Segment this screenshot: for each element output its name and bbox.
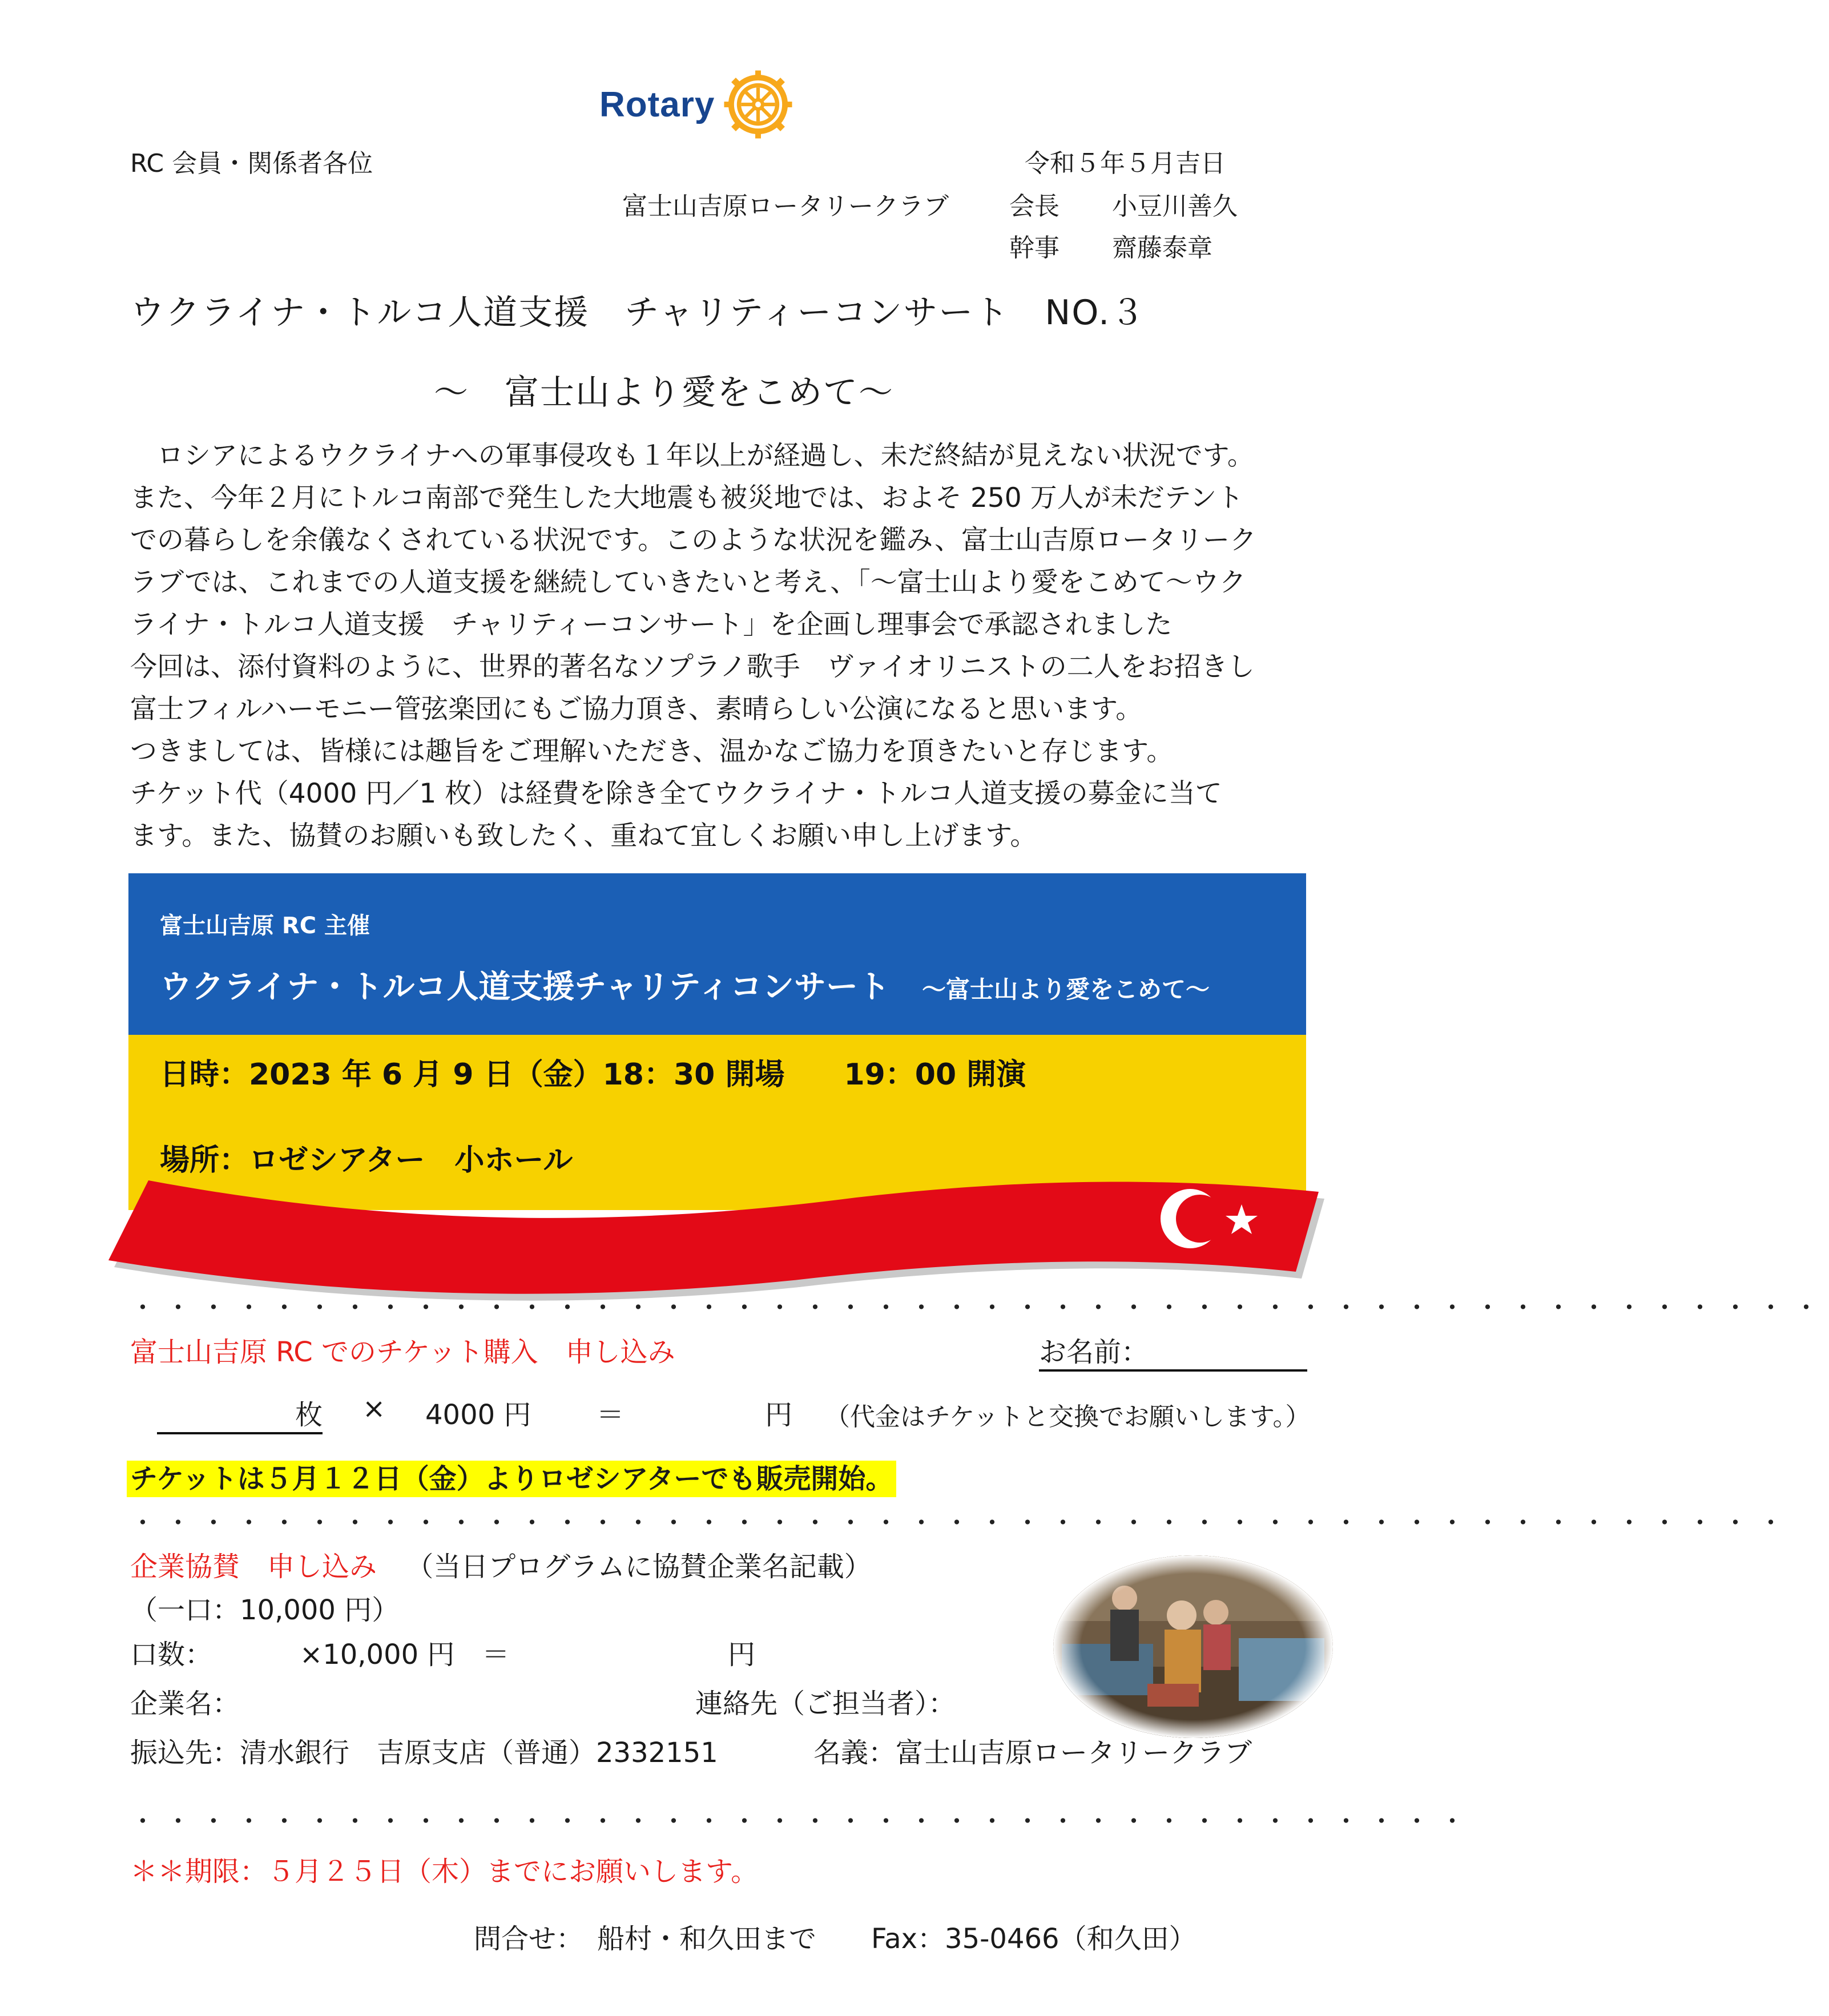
sponsor-unit: （一口：10,000 円） [130,1594,400,1626]
banner-date: 日時：2023 年 6 月 9 日（金）18：30 開場 19：00 開演 [160,1058,1026,1092]
body-paragraph [130,435,1306,857]
body-line: 今回は、添付資料のように、世界的著名なソプラノ歌手 ヴァイオリニストの二人をお招きし [130,651,1255,683]
units-calc: ×10,000 円 ＝ [300,1639,510,1671]
divider-dots: ・・・・・・・・・・・・・・・・・・・・・・・・・・・・・・・・・・・・・・・・・・・・・・・ [130,1509,1794,1538]
units-label: 口数： [130,1639,213,1671]
page-title: ウクライナ・トルコ人道支援 チャリティーコンサート NO.３ [130,293,1146,333]
sponsor-heading: 企業協賛 申し込み [130,1551,377,1583]
sponsor-heading-note: （当日プログラムに協賛企業名記載） [406,1551,872,1583]
body-line: ます。また、協賛のお願いも致したく、重ねて宜しくお願い申し上げます。 [130,820,1037,852]
equals-sign: ＝ [597,1399,625,1431]
divider-dots: ・・・・・・・・・・・・・・・・・・・・・・・・・・・・・・・・・・・・・・・・・・・・・・・・ [130,1293,1829,1323]
divider-dots: ・・・・・・・・・・・・・・・・・・・・・・・・・・・・・・・・・・・・・・ [130,1807,1475,1836]
contact-info: 問合せ： 船村・和久田まで Fax：35-0466（和久田） [474,1923,1196,1955]
page-subtitle: ～ 富士山より愛をこめて～ [434,373,894,413]
body-line: での暮らしを余儀なくされている状況です。このような状況を鑑み、富士山吉原ロータリーク [130,525,1257,556]
banner-title-main: ウクライナ・トルコ人道支援チャリティコンサート [160,969,922,1006]
body-line: 富士フィルハーモニー管弦楽団にもご協力頂き、素晴らしい公演になると思います。 [130,693,1143,725]
ticket-count-field[interactable] [157,1393,323,1434]
issue-date: 令和５年５月吉日 [1025,149,1226,178]
refugee-children-photo [1050,1553,1336,1741]
sale-notice-text: チケットは５月１２日（金）よりロゼシアターでも販売開始。 [127,1461,896,1497]
sponsor-heading-row [130,1545,872,1584]
times-sign: × [362,1393,386,1425]
banner-title [160,962,1210,1007]
total-yen: 円 [765,1399,793,1431]
body-line: また、今年２月にトルコ南部で発生した大地震も被災地では、およそ 250 万人が未だテント [130,482,1244,514]
role-president: 会長 [1009,192,1059,221]
turkey-flag-ribbon [114,1164,1341,1301]
rotary-logo [599,67,793,142]
ticket-count-unit: 枚 [295,1399,323,1431]
banner-subtitle: ～富士山より愛をこめて～ [922,975,1210,1003]
president-name: 小豆川善久 [1112,192,1238,221]
body-line: ラブでは、これまでの人道支援を継続していきたいと考え、「～富士山より愛をこめて～ウク [130,567,1246,598]
account-name: 名義：富士山吉原ロータリークラブ [813,1737,1252,1769]
body-line: チケット代（4000 円／1 枚）は経費を除き全てウクライナ・トルコ人道支援の募金に当て [130,778,1222,809]
role-secretary: 幹事 [1009,233,1059,263]
secretary-name: 齋藤泰章 [1112,233,1212,263]
body-line: つきましては、皆様には趣旨をご理解いただき、温かなご協力を頂きたいと存じます。 [130,736,1174,767]
ticket-price: 4000 円 [425,1399,531,1431]
name-field[interactable] [1039,1330,1307,1372]
banner-host: 富士山吉原 RC 主催 [160,913,370,939]
deadline-notice: ＊＊期限：５月２５日（木）までにお願いします。 [130,1856,759,1888]
company-label: 企業名： [130,1688,240,1720]
concert-banner [128,873,1306,1210]
bank-info: 振込先：清水銀行 吉原支店（普通）2332151 [130,1737,718,1769]
rotary-logo-text: Rotary [599,84,715,124]
units-total-yen: 円 [728,1639,756,1671]
ticket-heading: 富士山吉原 RC でのチケット購入 申し込み [130,1336,675,1368]
exchange-note: （代金はチケットと交換でお願いします。） [825,1402,1311,1432]
club-name: 富士山吉原ロータリークラブ [622,192,949,221]
name-label: お名前： [1039,1336,1149,1368]
body-line: ロシアによるウクライナへの軍事侵攻も１年以上が経過し、未だ終結が見えない状況です。 [157,440,1254,471]
contact-label: 連絡先（ご担当者）： [695,1688,956,1720]
body-line: ライナ・トルコ人道支援 チャリティーコンサート」を企画し理事会で承認されました [130,609,1173,640]
banner-place: 場所：ロゼシアター 小ホール [160,1143,573,1178]
addressee: RC 会員・関係者各位 [130,149,373,178]
sale-notice [127,1457,896,1496]
rotary-wheel-icon [723,69,793,140]
banner-blue-band [128,873,1306,1035]
